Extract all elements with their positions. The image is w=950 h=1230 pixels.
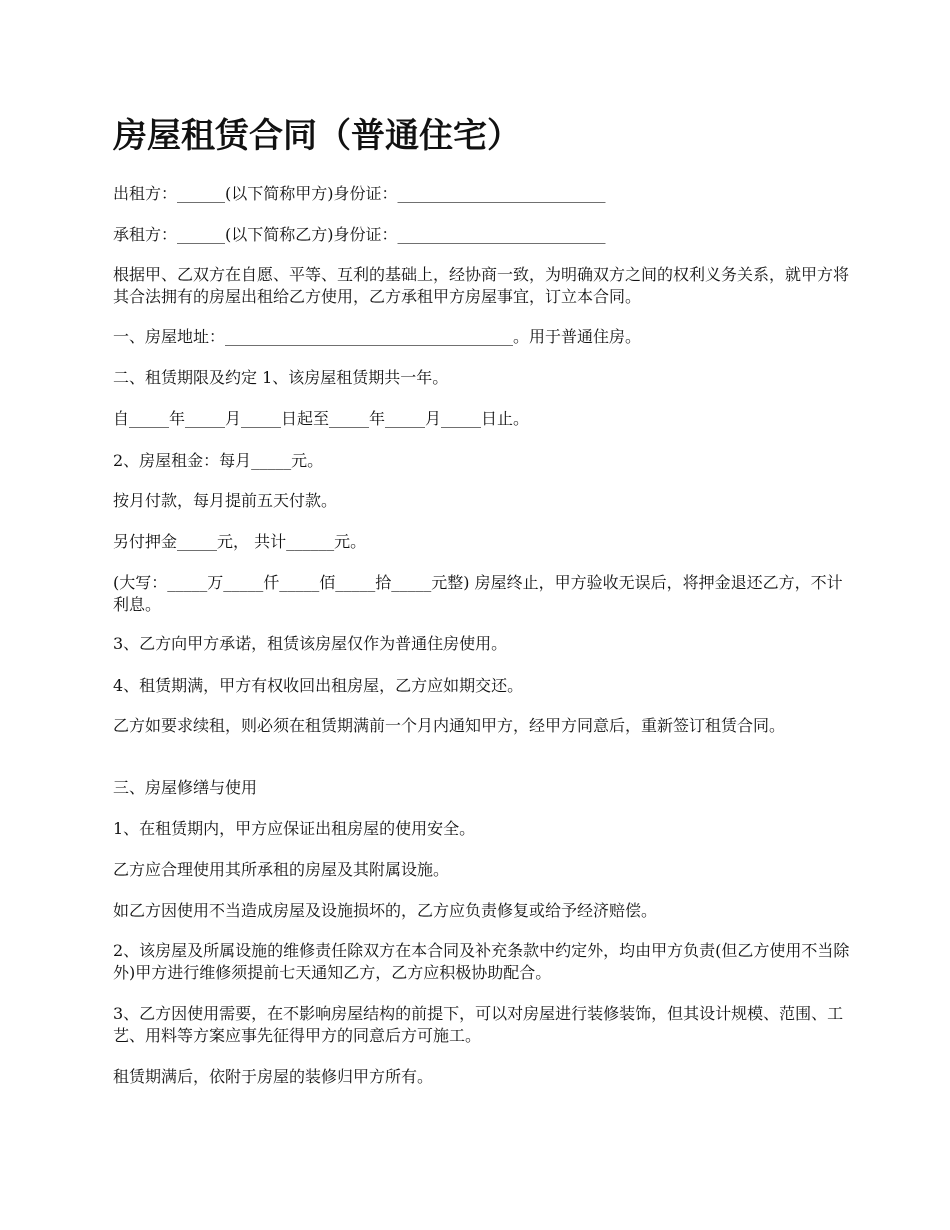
paragraph-usage-promise: 3、乙方向甲方承诺，租赁该房屋仅作为普通住房使用。 (113, 634, 508, 653)
paragraph-maintenance: 2、该房屋及所属设施的维修责任除双方在本合同及补充条款中约定外，均由甲方负责(但乙方使用不当除外)甲方进行维修须提前七天通知乙方，乙方应积极协助配合。 (113, 941, 850, 982)
paragraph-renewal: 乙方如要求续租，则必须在租赁期满前一个月内通知甲方，经甲方同意后，重新签订租赁合同。 (113, 716, 786, 735)
paragraph-term: 二、租赁期限及约定 1、该房屋租赁期共一年。 (113, 368, 449, 387)
paragraph-lessee: 承租方：______(以下简称乙方)身份证：__________________________ (113, 225, 606, 244)
paragraph-renovation-ownership: 租赁期满后，依附于房屋的装修归甲方所有。 (113, 1067, 434, 1086)
paragraph-deposit: 另付押金_____元， 共计______元。 (113, 532, 367, 551)
document-title: 房屋租赁合同（普通住宅） (113, 116, 521, 156)
paragraph-address: 一、房屋地址：____________________________________。用于普通住房。 (113, 327, 642, 346)
paragraph-payment: 按月付款，每月提前五天付款。 (113, 491, 338, 510)
paragraph-reasonable-use: 乙方应合理使用其所承租的房屋及其附属设施。 (113, 860, 450, 879)
paragraph-renovation: 3、乙方因使用需要，在不影响房屋结构的前提下，可以对房屋进行装修装饰，但其设计规模、范围、工艺、用料等方案应事先征得甲方的同意后方可施工。 (113, 1004, 844, 1045)
paragraph-safety: 1、在租赁期内，甲方应保证出租房屋的使用安全。 (113, 819, 476, 838)
paragraph-term-expiry: 4、租赁期满，甲方有权收回出租房屋，乙方应如期交还。 (113, 676, 524, 695)
paragraph-term-dates: 自_____年_____月_____日起至_____年_____月_____日止。 (113, 409, 530, 428)
paragraph-lessor: 出租方：______(以下简称甲方)身份证：__________________________ (113, 184, 606, 203)
paragraph-deposit-amount: (大写：_____万_____仟_____佰_____拾_____元整) 房屋终止，甲方验收无误后，将押金退还乙方，不计利息。 (113, 573, 843, 614)
paragraph-preamble: 根据甲、乙双方在自愿、平等、互利的基础上，经协商一致，为明确双方之间的权利义务关系，就甲方将其合法拥有的房屋出租给乙方使用，乙方承租甲方房屋事宜，订立本合同。 (113, 265, 850, 306)
paragraph-damage: 如乙方因使用不当造成房屋及设施损坏的，乙方应负责修复或给予经济赔偿。 (113, 901, 658, 920)
section-heading-repair: 三、房屋修缮与使用 (113, 778, 258, 797)
paragraph-rent: 2、房屋租金：每月_____元。 (113, 451, 324, 470)
